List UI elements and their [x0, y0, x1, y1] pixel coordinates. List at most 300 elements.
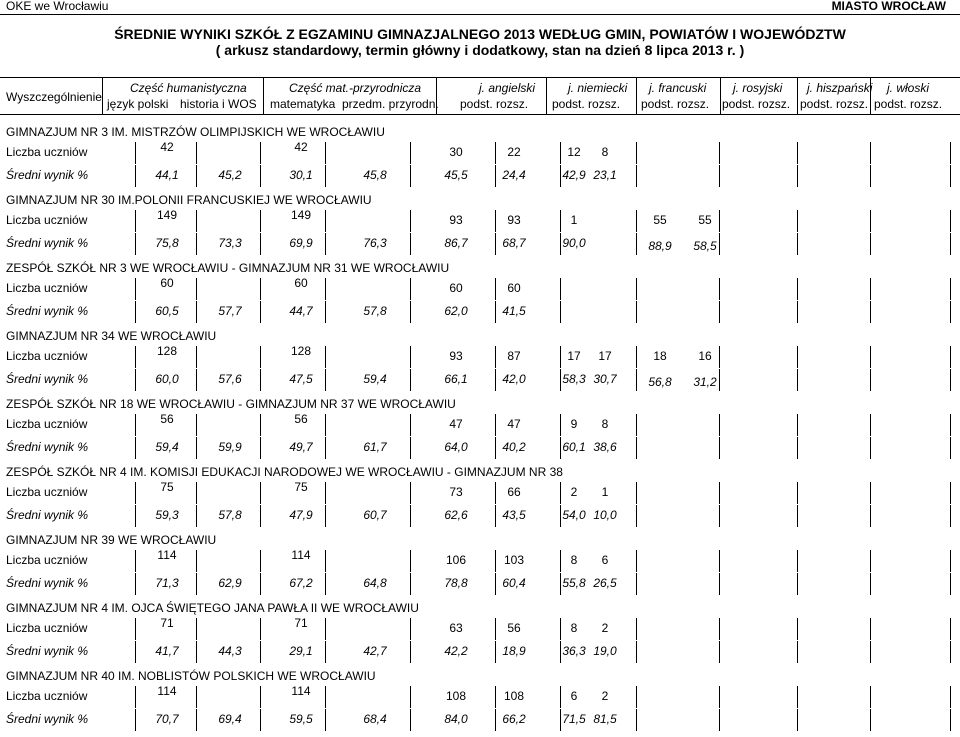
- cell-value: 71,3: [155, 576, 179, 590]
- cell-divider: [797, 437, 798, 459]
- table-row: [0, 210, 960, 232]
- cell-divider: [797, 210, 798, 232]
- cell-divider: [636, 437, 637, 459]
- cell-value: 78,8: [444, 576, 468, 590]
- cell-divider: [950, 709, 951, 731]
- cell-value: 38,6: [593, 440, 617, 454]
- cell-divider: [410, 709, 411, 731]
- cell-divider: [950, 437, 951, 459]
- cell-value: 23,1: [593, 168, 617, 182]
- cell-value: 42: [294, 140, 308, 154]
- header-bottom-rule: [0, 114, 960, 115]
- cell-value: 60: [294, 276, 308, 290]
- cell-divider: [260, 210, 261, 232]
- cell-value: 45,5: [444, 168, 468, 182]
- school-name: ZESPÓŁ SZKÓŁ NR 3 WE WROCŁAWIU - GIMNAZJUM NR 31 WE WROCŁAWIU: [6, 261, 450, 275]
- cell-divider: [797, 346, 798, 368]
- header-top-rule: [0, 77, 960, 78]
- cell-value: 45,2: [218, 168, 242, 182]
- cell-value: 2: [601, 689, 609, 703]
- cell-divider: [135, 369, 136, 391]
- cell-divider: [870, 142, 871, 164]
- col-lang-3: j. rosyjski: [733, 81, 783, 95]
- school-name: GIMNAZJUM NR 39 WE WROCŁAWIU: [6, 533, 217, 547]
- cell-value: 103: [503, 553, 525, 567]
- cell-value: 60,0: [155, 372, 179, 386]
- cell-divider: [260, 346, 261, 368]
- school-block: [0, 329, 960, 397]
- cell-divider: [950, 142, 951, 164]
- cell-value: 29,1: [289, 644, 313, 658]
- col-lang-2: j. francuski: [649, 81, 707, 95]
- cell-value: 57,8: [218, 508, 242, 522]
- cell-value: 60: [160, 276, 174, 290]
- cell-value: 60,4: [502, 576, 526, 590]
- cell-value: 8: [601, 417, 609, 431]
- table-row: [0, 641, 960, 663]
- cell-divider: [135, 346, 136, 368]
- cell-value: 84,0: [444, 712, 468, 726]
- cell-value: 57,8: [363, 304, 387, 318]
- table-row: [0, 346, 960, 368]
- cell-divider: [797, 278, 798, 300]
- cell-divider: [797, 641, 798, 663]
- cell-divider: [870, 437, 871, 459]
- row-label-avg: Średni wynik %: [6, 168, 89, 182]
- cell-divider: [135, 482, 136, 504]
- report-subtitle: ( arkusz standardowy, termin główny i dodatkowy, stan na dzień 8 lipca 2013 r. ): [215, 42, 745, 58]
- cell-divider: [719, 301, 720, 323]
- table-row: [0, 278, 960, 300]
- school-name: GIMNAZJUM NR 40 IM. NOBLISTÓW POLSKICH WE WROCŁAWIU: [6, 669, 376, 683]
- cell-value: 58,3: [562, 372, 586, 386]
- header-left: OKE we Wrocławiu: [6, 0, 109, 13]
- cell-value: 56: [507, 621, 521, 635]
- cell-divider: [260, 142, 261, 164]
- cell-value: 70,7: [155, 712, 179, 726]
- cell-value: 2: [601, 621, 609, 635]
- cell-value: 47: [507, 417, 521, 431]
- col-math-science: Część mat.-przyrodnicza: [289, 81, 422, 95]
- table-row: [0, 369, 960, 391]
- cell-divider: [260, 437, 261, 459]
- cell-divider: [950, 369, 951, 391]
- cell-value: 108: [445, 689, 467, 703]
- cell-divider: [870, 482, 871, 504]
- cell-value: 1: [601, 485, 609, 499]
- cell-value: 93: [507, 213, 521, 227]
- school-block: [0, 669, 960, 737]
- cell-divider: [260, 278, 261, 300]
- cell-divider: [636, 505, 637, 527]
- header-divider: [636, 77, 637, 114]
- col-lang-5: j. włoski: [887, 81, 930, 95]
- header-divider: [720, 77, 721, 114]
- col-lang-sub-2: podst. rozsz.: [641, 97, 710, 111]
- cell-value: 44,7: [289, 304, 313, 318]
- cell-divider: [950, 210, 951, 232]
- table-row: [0, 414, 960, 436]
- cell-divider: [260, 641, 261, 663]
- cell-value: 86,7: [444, 236, 468, 250]
- table-row: [0, 709, 960, 731]
- school-name: ZESPÓŁ SZKÓŁ NR 18 WE WROCŁAWIU - GIMNAZJUM NR 37 WE WROCŁAWIU: [6, 397, 456, 411]
- cell-value: 60,7: [363, 508, 387, 522]
- cell-value: 64,8: [363, 576, 387, 590]
- cell-divider: [560, 278, 561, 300]
- cell-divider: [135, 414, 136, 436]
- cell-value: 88,9: [648, 239, 672, 253]
- cell-divider: [260, 165, 261, 187]
- cell-divider: [870, 709, 871, 731]
- table-row: [0, 505, 960, 527]
- cell-value: 62,6: [444, 508, 468, 522]
- report-title: ŚREDNIE WYNIKI SZKÓŁ Z EGZAMINU GIMNAZJALNEGO 2013 WEDŁUG GMIN, POWIATÓW I WOJEWÓDZTW: [114, 26, 846, 42]
- school-block: [0, 533, 960, 601]
- cell-divider: [260, 414, 261, 436]
- col-lang-sub-1: podst. rozsz.: [552, 97, 621, 111]
- cell-divider: [560, 301, 561, 323]
- cell-divider: [870, 414, 871, 436]
- cell-value: 75: [160, 480, 174, 494]
- row-label-count: Liczba uczniów: [6, 349, 88, 363]
- cell-divider: [870, 278, 871, 300]
- cell-value: 40,2: [502, 440, 526, 454]
- cell-value: 76,3: [363, 236, 387, 250]
- col-lang-1: j. niemiecki: [568, 81, 628, 95]
- cell-divider: [410, 346, 411, 368]
- cell-value: 41,7: [155, 644, 179, 658]
- cell-divider: [636, 278, 637, 300]
- cell-value: 64,0: [444, 440, 468, 454]
- cell-value: 55,8: [562, 576, 586, 590]
- cell-divider: [797, 414, 798, 436]
- cell-divider: [636, 686, 637, 708]
- cell-value: 71,5: [562, 712, 586, 726]
- cell-value: 62,9: [218, 576, 242, 590]
- cell-divider: [870, 165, 871, 187]
- cell-value: 59,5: [289, 712, 313, 726]
- cell-value: 42,7: [363, 644, 387, 658]
- col-lang-sub-4: podst. rozsz.: [800, 97, 869, 111]
- cell-value: 31,2: [693, 375, 717, 389]
- school-block: [0, 261, 960, 329]
- cell-divider: [410, 414, 411, 436]
- col-math-sub-1: matematyka: [270, 97, 336, 111]
- cell-divider: [135, 550, 136, 572]
- table-row: [0, 618, 960, 640]
- cell-value: 41,5: [502, 304, 526, 318]
- cell-divider: [636, 641, 637, 663]
- cell-divider: [719, 142, 720, 164]
- cell-value: 106: [445, 553, 467, 567]
- header-divider: [102, 77, 103, 114]
- cell-value: 57,7: [218, 304, 242, 318]
- cell-divider: [797, 550, 798, 572]
- header-divider: [263, 77, 264, 114]
- cell-value: 16: [698, 349, 712, 363]
- cell-value: 47: [449, 417, 463, 431]
- col-humanities-sub-1: język polski: [107, 97, 169, 111]
- cell-divider: [797, 573, 798, 595]
- row-label-avg: Średni wynik %: [6, 508, 89, 522]
- cell-value: 93: [449, 349, 463, 363]
- table-row: [0, 301, 960, 323]
- cell-value: 59,4: [363, 372, 387, 386]
- cell-value: 44,1: [155, 168, 179, 182]
- cell-value: 61,7: [363, 440, 387, 454]
- school-name: GIMNAZJUM NR 34 WE WROCŁAWIU: [6, 329, 217, 343]
- cell-value: 57,6: [218, 372, 242, 386]
- cell-value: 49,7: [289, 440, 313, 454]
- cell-value: 55: [698, 213, 712, 227]
- cell-divider: [636, 573, 637, 595]
- cell-value: 30,7: [593, 372, 617, 386]
- col-humanities-sub-2: historia i WOS: [180, 97, 257, 111]
- table-row: [0, 550, 960, 572]
- school-block: [0, 193, 960, 261]
- row-label-count: Liczba uczniów: [6, 213, 88, 227]
- cell-divider: [135, 709, 136, 731]
- cell-value: 42: [160, 140, 174, 154]
- cell-value: 42,9: [562, 168, 586, 182]
- cell-divider: [410, 505, 411, 527]
- cell-divider: [950, 482, 951, 504]
- row-label-avg: Średni wynik %: [6, 372, 89, 386]
- cell-divider: [797, 165, 798, 187]
- cell-value: 68,7: [502, 236, 526, 250]
- cell-value: 90,0: [562, 236, 586, 250]
- cell-divider: [636, 709, 637, 731]
- cell-value: 17: [598, 349, 612, 363]
- cell-divider: [870, 233, 871, 255]
- cell-divider: [950, 346, 951, 368]
- cell-divider: [135, 233, 136, 255]
- cell-divider: [950, 505, 951, 527]
- cell-value: 67,2: [289, 576, 313, 590]
- cell-divider: [410, 618, 411, 640]
- cell-divider: [636, 482, 637, 504]
- cell-divider: [870, 210, 871, 232]
- cell-divider: [719, 686, 720, 708]
- row-label-count: Liczba uczniów: [6, 145, 88, 159]
- cell-divider: [950, 165, 951, 187]
- cell-divider: [260, 369, 261, 391]
- cell-value: 18,9: [502, 644, 526, 658]
- cell-value: 43,5: [502, 508, 526, 522]
- cell-divider: [135, 210, 136, 232]
- cell-divider: [410, 165, 411, 187]
- cell-divider: [135, 618, 136, 640]
- cell-divider: [135, 686, 136, 708]
- cell-value: 59,9: [218, 440, 242, 454]
- cell-divider: [950, 550, 951, 572]
- cell-value: 55: [653, 213, 667, 227]
- cell-value: 149: [290, 208, 312, 222]
- cell-value: 66,1: [444, 372, 468, 386]
- col-specification: Wyszczególnienie: [6, 90, 102, 104]
- cell-divider: [797, 233, 798, 255]
- school-block: [0, 601, 960, 669]
- col-math-sub-2: przedm. przyrodn.: [342, 97, 439, 111]
- cell-value: 71: [294, 616, 308, 630]
- table-row: [0, 573, 960, 595]
- cell-value: 114: [291, 684, 311, 698]
- cell-divider: [950, 301, 951, 323]
- cell-value: 8: [570, 621, 578, 635]
- cell-divider: [719, 278, 720, 300]
- cell-value: 59,4: [155, 440, 179, 454]
- cell-divider: [260, 686, 261, 708]
- cell-value: 42,2: [444, 644, 468, 658]
- cell-divider: [950, 686, 951, 708]
- cell-value: 54,0: [562, 508, 586, 522]
- row-label-count: Liczba uczniów: [6, 417, 88, 431]
- row-label-avg: Średni wynik %: [6, 236, 89, 250]
- cell-divider: [797, 505, 798, 527]
- cell-divider: [797, 618, 798, 640]
- cell-divider: [636, 301, 637, 323]
- school-name: ZESPÓŁ SZKÓŁ NR 4 IM. KOMISJI EDUKACJI NARODOWEJ WE WROCŁAWIU - GIMNAZJUM NR 38: [6, 465, 563, 479]
- cell-value: 66: [507, 485, 521, 499]
- cell-divider: [636, 550, 637, 572]
- cell-divider: [870, 641, 871, 663]
- cell-divider: [636, 165, 637, 187]
- cell-divider: [719, 437, 720, 459]
- cell-value: 60: [449, 281, 463, 295]
- cell-divider: [870, 686, 871, 708]
- cell-value: 44,3: [218, 644, 242, 658]
- header-divider: [797, 77, 798, 114]
- cell-divider: [870, 573, 871, 595]
- cell-value: 71: [160, 616, 174, 630]
- cell-value: 149: [156, 208, 178, 222]
- cell-divider: [410, 142, 411, 164]
- cell-divider: [719, 573, 720, 595]
- row-label-count: Liczba uczniów: [6, 553, 88, 567]
- cell-value: 59,3: [155, 508, 179, 522]
- cell-divider: [636, 618, 637, 640]
- cell-value: 114: [157, 684, 177, 698]
- cell-value: 87: [507, 349, 521, 363]
- row-label-avg: Średni wynik %: [6, 712, 89, 726]
- cell-divider: [797, 369, 798, 391]
- cell-divider: [797, 301, 798, 323]
- cell-value: 108: [503, 689, 525, 703]
- col-lang-4: j. hiszpański: [807, 81, 873, 95]
- school-name: GIMNAZJUM NR 3 IM. MISTRZÓW OLIMPIJSKICH WE WROCŁAWIU: [6, 125, 385, 139]
- cell-divider: [410, 369, 411, 391]
- row-label-avg: Średni wynik %: [6, 304, 89, 318]
- col-humanities: Część humanistyczna: [130, 81, 247, 95]
- cell-value: 114: [291, 548, 311, 562]
- cell-divider: [410, 686, 411, 708]
- col-lang-sub-0: podst. rozsz.: [460, 97, 529, 111]
- cell-value: 62,0: [444, 304, 468, 318]
- row-label-avg: Średni wynik %: [6, 440, 89, 454]
- cell-divider: [950, 233, 951, 255]
- cell-divider: [950, 414, 951, 436]
- cell-divider: [870, 550, 871, 572]
- row-label-avg: Średni wynik %: [6, 576, 89, 590]
- cell-divider: [719, 618, 720, 640]
- cell-value: 128: [156, 344, 178, 358]
- cell-divider: [797, 482, 798, 504]
- row-label-avg: Średni wynik %: [6, 644, 89, 658]
- cell-value: 56: [294, 412, 308, 426]
- cell-divider: [797, 142, 798, 164]
- cell-value: 30,1: [289, 168, 313, 182]
- cell-divider: [636, 414, 637, 436]
- cell-value: 24,4: [502, 168, 526, 182]
- cell-value: 66,2: [502, 712, 526, 726]
- cell-divider: [870, 301, 871, 323]
- cell-divider: [260, 301, 261, 323]
- cell-value: 47,9: [289, 508, 313, 522]
- cell-divider: [870, 346, 871, 368]
- cell-value: 8: [601, 145, 609, 159]
- cell-value: 68,4: [363, 712, 387, 726]
- table-row: [0, 686, 960, 708]
- cell-value: 56,8: [648, 375, 672, 389]
- cell-divider: [410, 233, 411, 255]
- cell-divider: [135, 573, 136, 595]
- cell-divider: [260, 550, 261, 572]
- cell-value: 36,3: [562, 644, 586, 658]
- cell-divider: [719, 550, 720, 572]
- cell-divider: [950, 641, 951, 663]
- cell-value: 26,5: [593, 576, 617, 590]
- cell-value: 60: [507, 281, 521, 295]
- cell-divider: [870, 369, 871, 391]
- cell-divider: [260, 573, 261, 595]
- page-header: [0, 0, 960, 15]
- cell-value: 9: [570, 417, 578, 431]
- cell-divider: [719, 414, 720, 436]
- cell-value: 73: [449, 485, 463, 499]
- cell-divider: [410, 210, 411, 232]
- school-block: [0, 465, 960, 533]
- cell-value: 12: [567, 145, 581, 159]
- cell-divider: [410, 550, 411, 572]
- cell-value: 2: [570, 485, 578, 499]
- cell-value: 6: [570, 689, 578, 703]
- cell-value: 81,5: [593, 712, 617, 726]
- school-block: [0, 397, 960, 465]
- cell-value: 93: [449, 213, 463, 227]
- cell-value: 58,5: [693, 239, 717, 253]
- table-row: [0, 482, 960, 504]
- table-row: [0, 233, 960, 255]
- cell-divider: [410, 437, 411, 459]
- cell-divider: [797, 709, 798, 731]
- cell-divider: [135, 505, 136, 527]
- cell-divider: [260, 709, 261, 731]
- row-label-count: Liczba uczniów: [6, 485, 88, 499]
- cell-value: 114: [157, 548, 177, 562]
- cell-divider: [135, 301, 136, 323]
- cell-divider: [719, 482, 720, 504]
- cell-divider: [410, 641, 411, 663]
- cell-divider: [410, 482, 411, 504]
- cell-value: 17: [567, 349, 581, 363]
- cell-divider: [135, 641, 136, 663]
- col-lang-0: j. angielski: [479, 81, 536, 95]
- cell-value: 75,8: [155, 236, 179, 250]
- cell-value: 30: [449, 145, 463, 159]
- cell-value: 75: [294, 480, 308, 494]
- cell-divider: [135, 142, 136, 164]
